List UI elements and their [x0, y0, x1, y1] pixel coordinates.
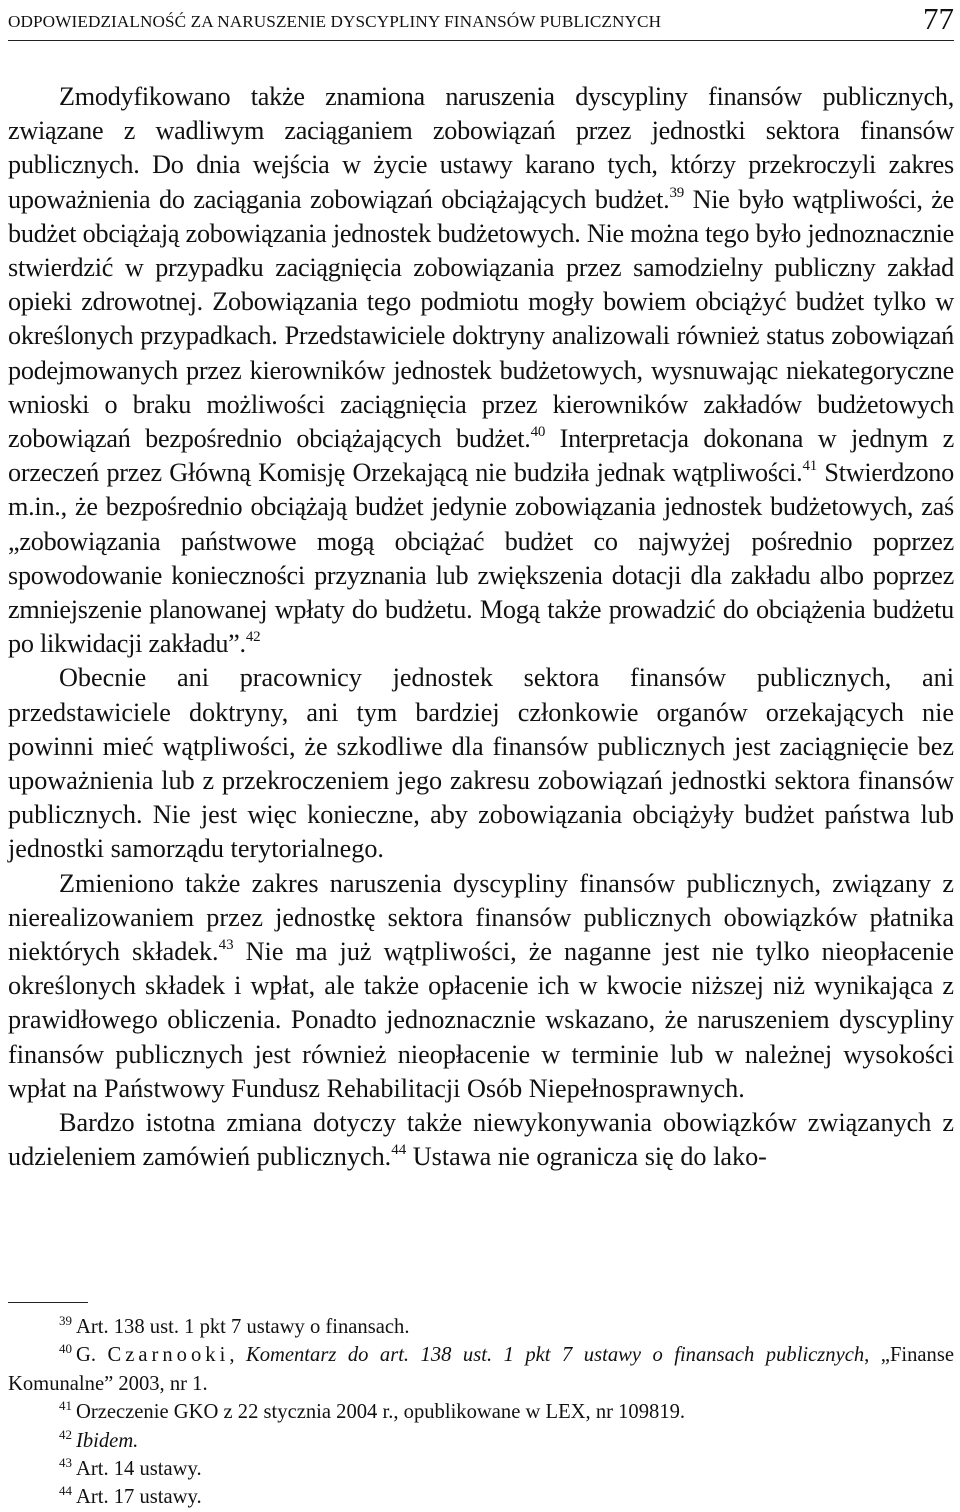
text-run: G.	[76, 1344, 108, 1367]
text-run: Orzeczenie GKO z 22 stycznia 2004 r., opublikowane w LEX, nr 109819.	[76, 1401, 686, 1424]
footnote	[8, 1455, 954, 1483]
footnote-separator	[8, 1302, 88, 1303]
footnotes	[8, 1302, 954, 1512]
text-run: Interpretacja dokonana w jednym z orzeczeń przez Główną Komisję Orzekającą nie budziła jednak wątpliwości.	[8, 424, 954, 488]
footnote-number: 44	[59, 1483, 72, 1499]
text-run: Art. 14 ustawy.	[76, 1458, 202, 1481]
text-run: Zmodyfikowano także znamiona naruszenia dyscypliny finansów publicznych, związane z wadliwym zaciąganiem zobowiązań przez jednostki sektora finansów publicznych. Do dnia wejścia w życie ustawy karano tych, którzy przekroczyli zakres upoważnienia do zaciągania zobowiązań obciążających budżet.	[8, 82, 954, 214]
page-header	[8, 0, 954, 41]
footnote-reference: 44	[391, 1142, 407, 1159]
text-run: Obecnie ani pracownicy jednostek sektora finansów publicznych, ani przedstawiciele doktryny, ani tym bardziej członkowie organów orzekających nie powinni mieć wątpliwości, że szkodliwe dla finansów publicznych jest zaciągnięcie bez upoważnienia lub z przekroczeniem jego zakresu zobowiązań jednostki sektora finansów publicznych. Nie jest więc konieczne, aby zobowiązania obciążyły budżet państwa lub jednostki samorządu terytorialnego.	[8, 663, 954, 864]
footnote-list	[8, 1313, 954, 1512]
text-run: , „Finanse Komunalne” 2003, nr 1.	[8, 1344, 955, 1395]
paragraph	[8, 661, 954, 866]
footnote-number: 41	[59, 1398, 72, 1414]
text-run: Zmieniono także zakres naruszenia dyscypliny finansów publicznych, związany z nierealizowaniem przez jednostkę sektora finansów publicznych obowiązków płatnika niektórych składek.	[8, 868, 954, 967]
text-run: Nie ma już wątpliwości, że naganne jest nie tylko nieopłacenie określonych składek i wpłat, ale także opłacenie ich w kwocie niższej niż wynikająca z prawidłowego obliczenia. Ponadto jednoznacznie wskazano, że naruszeniem dyscypliny finansów publicznych jest również nieopłacenie w terminie lub w należnej wysokości wpłat na Państwowy Fundusz Rehabilitacji Osób Niepełnosprawnych.	[8, 937, 955, 1103]
text-run: Stwierdzono m.in., że bezpośrednio obciążają budżet jedynie zobowiązania jednostek budżetowych, zaś „zobowiązania państwowe mogą obciążać budżet co najwyżej pośrednio poprzez spowodowanie konieczności przyznania lub zwiększenia dotacji dla zakładu albo poprzez zmniejszenie planowanej wpłaty do budżetu. Mogą także prowadzić do obciążenia budżetu po likwidacji zakładu”.	[8, 458, 954, 659]
text-run: Ustawa nie ogranicza się do lako-	[406, 1142, 767, 1172]
footnote-reference: 43	[218, 937, 234, 954]
text-run: ,	[229, 1344, 246, 1367]
running-title: ODPOWIEDZIALNOŚĆ ZA NARUSZENIE DYSCYPLINY FINANSÓW PUBLICZNYCH	[8, 12, 662, 31]
italic-text: Ibidem.	[76, 1429, 139, 1452]
footnote	[8, 1398, 954, 1426]
paragraph	[8, 1106, 954, 1174]
footnote	[8, 1341, 954, 1398]
text-run: Art. 138 ust. 1 pkt 7 ustawy o finansach.	[76, 1316, 410, 1338]
footnote-number: 40	[59, 1341, 72, 1357]
footnote-reference: 42	[245, 629, 261, 646]
italic-text: Komentarz do art. 138 ust. 1 pkt 7 ustawy o finansach publicznych	[245, 1344, 865, 1367]
text-run: Nie było wątpliwości, że budżet obciążają zobowiązania jednostek budżetowych. Nie można tego było jednoznacznie stwierdzić w przypadku zaciągnięcia zobowiązania przez samodzielny publiczny zakład opieki zdrowotnej. Zobowiązania tego podmiotu mogły bowiem obciążyć budżet tylko w określonych przypadkach. Przedstawiciele doktryny analizowali również status zobowiązań podejmowanych przez kierowników jednostek budżetowych, wysnuwając niekategoryczne wnioski o braku możliwości zaciągnięcia przez kierowników zakładów budżetowych zobowiązań bezpośrednio obciążających budżet.	[8, 184, 954, 454]
footnote-number: 43	[59, 1455, 72, 1471]
document-page	[8, 0, 955, 1509]
footnote-reference: 40	[530, 424, 546, 441]
footnote	[8, 1427, 954, 1455]
footnote-reference: 39	[669, 184, 684, 201]
text-run: Bardzo istotna zmiana dotyczy także niewykonywania obowiązków związanych z udzieleniem zamówień publicznych.	[8, 1108, 954, 1172]
page-number: 77	[923, 1, 954, 36]
paragraph	[8, 867, 954, 1106]
body-text	[8, 80, 954, 1175]
footnote	[8, 1313, 954, 1341]
footnote	[8, 1483, 954, 1511]
footnote-reference: 41	[802, 458, 817, 475]
footnote-number: 39	[59, 1313, 72, 1328]
author-name: Czarnooki	[107, 1344, 230, 1367]
text-run: Art. 17 ustawy.	[76, 1486, 202, 1509]
footnote-number: 42	[59, 1426, 72, 1442]
paragraph	[8, 80, 954, 661]
